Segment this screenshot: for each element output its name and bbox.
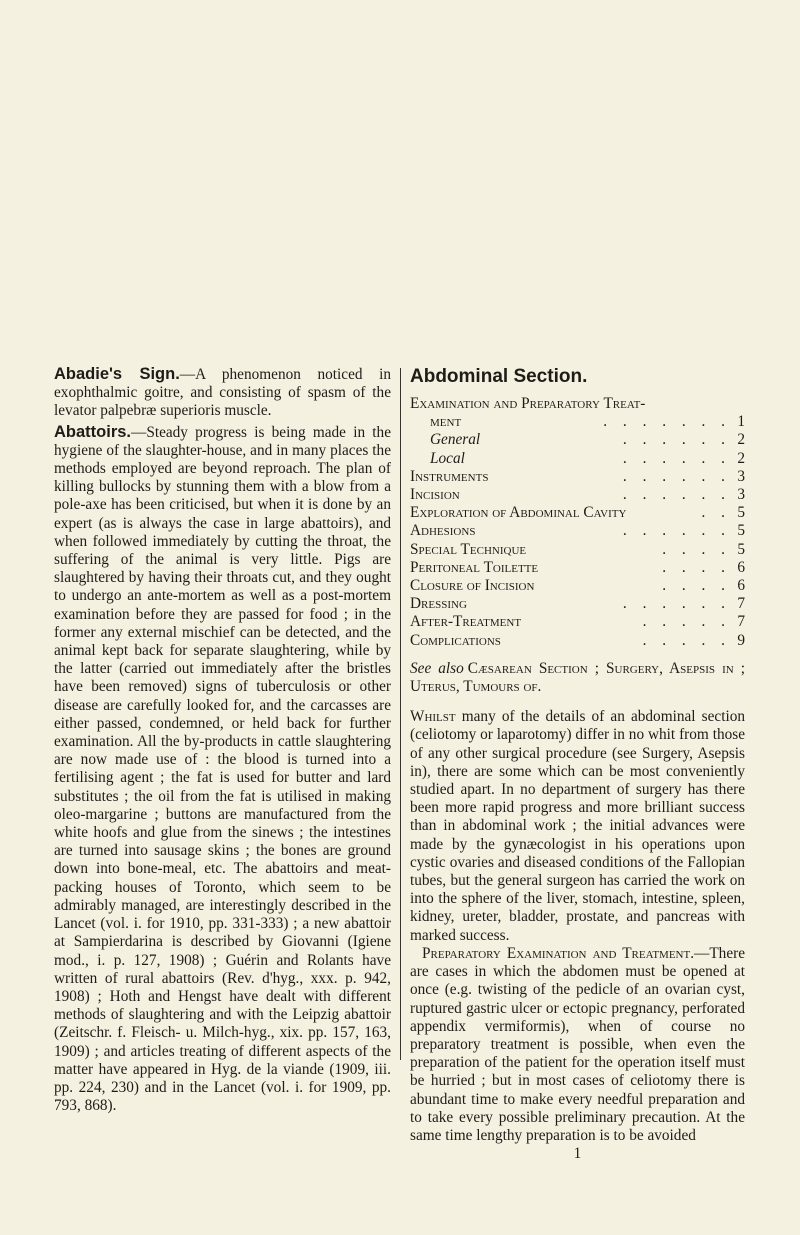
paragraph-intro bbox=[410, 708, 745, 945]
see-also-label: See also bbox=[410, 659, 464, 677]
see-also-references: Cæsarean Section ; Surgery, Asepsis in ; Uterus, Tumours of. bbox=[410, 659, 745, 696]
see-also bbox=[410, 660, 745, 696]
toc-entry: Dressing . . . . . . 7 bbox=[410, 595, 745, 613]
toc-entry: Instruments . . . . . . 3 bbox=[410, 467, 745, 485]
toc-entry: Peritoneal Toilette . . . . 6 bbox=[410, 558, 745, 576]
paragraph-preparatory-text: —There are cases in which the abdomen must be opened at once (e.g. twisting of the pedicle of an ovarian cyst, ruptured gastric ulcer or ectopic pregnancy, perforated appendix vermiformis), when of course no preparatory treatment is possible, when even the preparation of the patient for the operation itself must be hurried ; but in most cases of celiotomy there is abundant time to make every needful preparation and to take every possible preliminary precaution. At the same time lengthy preparation is to be avoided bbox=[410, 944, 745, 1144]
toc-entry: Complications . . . . . 9 bbox=[410, 631, 745, 649]
toc-label: ment bbox=[430, 413, 462, 431]
toc-entry: After-Treatment . . . . . 7 bbox=[410, 613, 745, 631]
abadie-text: —A phenomenon noticed in exophthalmic goitre, and consisting of spasm of the levator palpebræ superioris muscle. bbox=[54, 366, 391, 420]
section-title: Abdominal Section. bbox=[410, 366, 588, 387]
paragraph-preparatory bbox=[410, 945, 745, 1145]
toc-entry: Adhesions . . . . . . 5 bbox=[410, 522, 745, 540]
toc-entry-examination-line1: Examination and Preparatory Treat- bbox=[410, 395, 646, 412]
paragraph-intro-lead: Whilst bbox=[410, 708, 456, 726]
paragraph-preparatory-lead: Preparatory Examination and Treatment. bbox=[422, 944, 695, 962]
toc-entry: Special Technique . . . . 5 bbox=[410, 540, 745, 558]
paragraph-intro-text: many of the details of an abdominal section (celiotomy or laparotomy) differ in no whit from those of any other surgical procedure (see Surgery, Asepsis in), there are some which can be most conveniently studied apart. In no department of surgery has there been more rapid progress and more brilliant success than in abdominal work ; the initial advances were made by the gynæcologist in his operations upon cystic ovaries and diseased conditions of the Fallopian tubes, but the general surgeon has carried the work on into the sphere of the liver, stomach, intestine, spleen, kidney, ureter, bladder, prostate, and pancreas with marked success. bbox=[410, 708, 745, 944]
headword-abadie: Abadie's Sign. bbox=[54, 365, 180, 383]
toc-entry: Closure of Incision . . . . 6 bbox=[410, 577, 745, 595]
entry-abattoirs bbox=[54, 423, 391, 1116]
column-divider bbox=[400, 368, 401, 1060]
toc-entry: Incision . . . . . . 3 bbox=[410, 486, 745, 504]
toc-entry: General . . . . . . 2 bbox=[430, 431, 745, 449]
right-column bbox=[410, 365, 745, 1163]
table-of-contents bbox=[410, 395, 745, 650]
entry-abadie bbox=[54, 365, 391, 421]
headword-abattoirs: Abattoirs. bbox=[54, 422, 132, 441]
abattoirs-text: —Steady progress is being made in the hygiene of the slaughter-house, and in many places the methods employed are beyond reproach. The plan of killing bullocks by stunning them with a blow from a pole-axe has been criticised, but when it is done by an expert (as is always the case in large abattoirs), and when followed immediately by cutting the throat, the suffering of the animal is very little. Pigs are slaughtered by having their throats cut, and they ought to undergo an ante-mortem as well as a post-mortem examination before they are passed for food ; in the former any external mischief can be detected, and the animal kept back for separate slaughtering, while by the latter (carried out immediately after the bristles have been removed) signs of tuberculosis or other disease are carefully looked for, and the carcasses are either passed, condemned, or held back for further examination. All the by-products in cattle slaughtering are now made use of : the blood is turned into a fertilising agent ; the fat is used for butter and lard substitutes ; the oil from the fat is utilised in making oleo-margarine ; buttons are manufactured from the white hoofs and glue from the sinews ; the intestines are turned into sausage skins ; the bones are ground down into bone-meal, etc. The abattoirs and meat-packing houses of Toronto, which seem to be admirably managed, are interestingly described in the Lancet (vol. i. for 1910, pp. 331-333) ; a new abattoir at Sampierdarina is described by Giovanni (Igiene mod., i. p. 127, 1908) ; Guérin and Rolants have written of rural abattoirs (Rev. d'hyg., xxx. p. 942, 1908) ; Hoth and Hengst have dealt with different methods of slaughtering and with the Leipzig abattoir (Zeitschr. f. Fleisch- u. Milch-hyg., xix. pp. 157, 163, 1909) ; and articles treating of different aspects of the matter have appeared in Hyg. de la viande (1909, iii. pp. 224, 230) and in the Lancet (vol. i. for 1909, pp. 793, 868). bbox=[54, 423, 391, 1115]
toc-page: 1 bbox=[737, 413, 745, 431]
toc-entry: Local . . . . . . 2 bbox=[430, 449, 745, 467]
toc-entry-examination: ment . . . . . . . 1 bbox=[410, 413, 745, 431]
page-number: 1 bbox=[573, 1145, 582, 1163]
toc-entry: Exploration of Abdominal Cavity . . 5 bbox=[410, 504, 745, 522]
left-column bbox=[54, 365, 391, 1115]
